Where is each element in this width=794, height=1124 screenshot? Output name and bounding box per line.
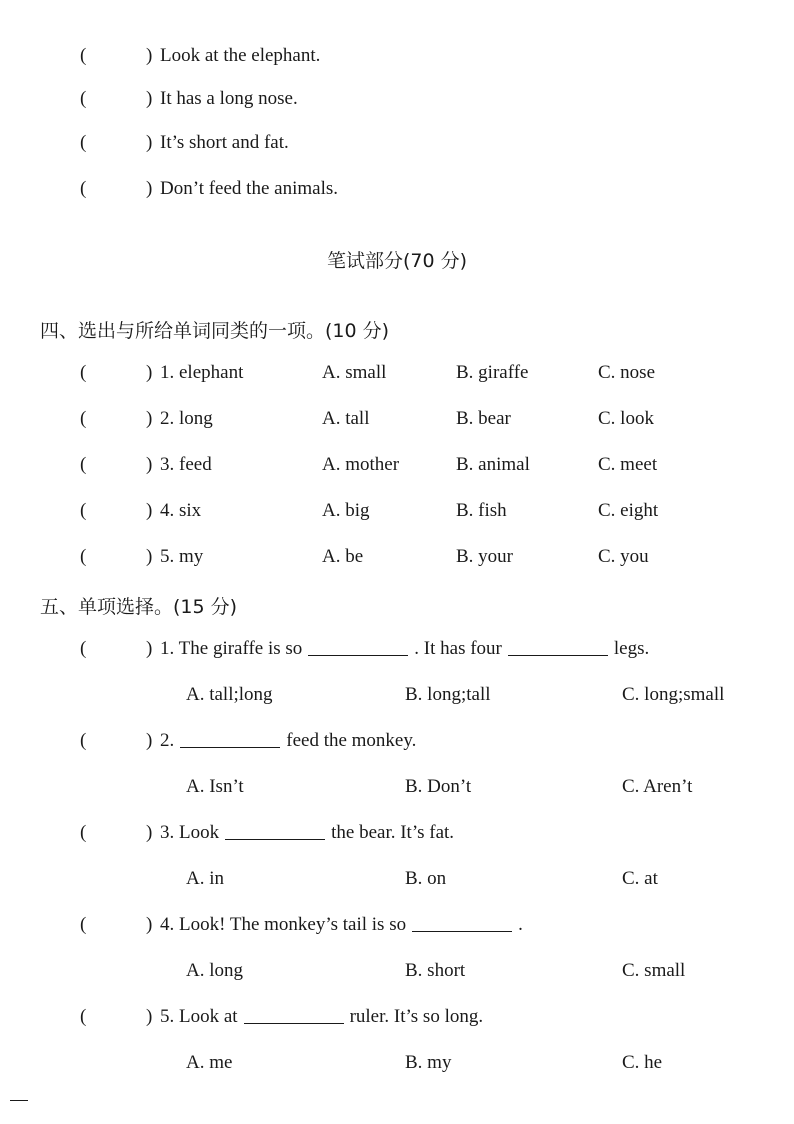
option-b: B. your	[456, 546, 513, 567]
option-c: C. Aren’t	[622, 776, 693, 797]
given-word: 1. elephant	[160, 362, 244, 383]
answer-paren-open: (	[80, 362, 87, 383]
option-a: A. long	[186, 960, 243, 981]
answer-blank[interactable]	[244, 1022, 344, 1024]
answer-paren-close: )	[146, 822, 153, 843]
answer-paren-close: )	[146, 88, 153, 109]
option-c: C. long;small	[622, 684, 725, 705]
question-text: 1. The giraffe is so	[160, 638, 303, 659]
question-text: legs.	[613, 638, 650, 659]
answer-blank[interactable]	[508, 654, 608, 656]
given-word: 4. six	[160, 500, 202, 521]
question-text: ruler. It’s so long.	[349, 1006, 484, 1027]
answer-paren-open: (	[80, 1006, 87, 1027]
question-text: the bear. It’s fat.	[331, 822, 455, 843]
answer-blank[interactable]	[180, 746, 280, 748]
question-stem	[160, 638, 649, 660]
option-a: A. small	[322, 362, 387, 383]
option-b: B. on	[405, 868, 447, 889]
option-a: A. tall;long	[186, 684, 273, 705]
answer-paren-open: (	[80, 730, 87, 751]
option-a: A. big	[322, 500, 370, 521]
answer-blank[interactable]	[308, 654, 408, 656]
option-b: B. giraffe	[456, 362, 529, 383]
option-c: C. small	[622, 960, 686, 981]
option-a: A. Isn’t	[186, 776, 244, 797]
option-a: A. mother	[322, 454, 400, 475]
given-word: 5. my	[160, 546, 204, 567]
answer-paren-open: (	[80, 178, 87, 199]
option-b: B. bear	[456, 408, 511, 429]
answer-paren-open: (	[80, 132, 87, 153]
answer-paren-open: (	[80, 454, 87, 475]
option-b: B. short	[405, 960, 466, 981]
option-c: C. meet	[598, 454, 658, 475]
question-text: .	[518, 914, 523, 935]
listening-sentence: Don’t feed the animals.	[160, 178, 338, 199]
listening-sentence: Look at the elephant.	[160, 45, 321, 66]
option-a: A. me	[186, 1052, 233, 1073]
option-b: B. Don’t	[405, 776, 472, 797]
section4-heading: 四、选出与所给单词同类的一项。(10 分)	[40, 320, 390, 342]
option-a: A. be	[322, 546, 364, 567]
answer-paren-close: )	[146, 638, 153, 659]
option-a: A. tall	[322, 408, 370, 429]
answer-paren-open: (	[80, 822, 87, 843]
answer-paren-open: (	[80, 500, 87, 521]
answer-blank[interactable]	[225, 838, 325, 840]
answer-paren-close: )	[146, 1006, 153, 1027]
listening-sentence: It has a long nose.	[160, 88, 298, 109]
question-text: 5. Look at	[160, 1006, 238, 1027]
option-b: B. fish	[456, 500, 507, 521]
question-stem	[160, 914, 523, 936]
answer-paren-close: )	[146, 132, 153, 153]
answer-paren-close: )	[146, 500, 153, 521]
answer-paren-open: (	[80, 546, 87, 567]
question-stem	[160, 1006, 483, 1028]
answer-paren-open: (	[80, 408, 87, 429]
answer-paren-open: (	[80, 88, 87, 109]
question-text: 4. Look! The monkey’s tail is so	[160, 914, 407, 935]
page-edge-mark	[10, 1100, 28, 1101]
question-stem	[160, 822, 454, 844]
option-c: C. nose	[598, 362, 655, 383]
option-a: A. in	[186, 868, 224, 889]
option-b: B. my	[405, 1052, 452, 1073]
answer-paren-open: (	[80, 638, 87, 659]
option-c: C. eight	[598, 500, 659, 521]
answer-paren-close: )	[146, 454, 153, 475]
question-text: feed the monkey.	[286, 730, 417, 751]
answer-paren-close: )	[146, 546, 153, 567]
answer-paren-open: (	[80, 914, 87, 935]
option-b: B. animal	[456, 454, 530, 475]
question-stem	[160, 730, 416, 752]
given-word: 3. feed	[160, 454, 212, 475]
listening-sentence: It’s short and fat.	[160, 132, 289, 153]
question-text: 2.	[160, 730, 175, 751]
answer-paren-close: )	[146, 178, 153, 199]
option-b: B. long;tall	[405, 684, 491, 705]
answer-paren-close: )	[146, 45, 153, 66]
answer-paren-close: )	[146, 730, 153, 751]
written-part-title: 笔试部分(70 分)	[326, 250, 468, 272]
answer-paren-open: (	[80, 45, 87, 66]
answer-blank[interactable]	[412, 930, 512, 932]
option-c: C. at	[622, 868, 658, 889]
answer-paren-close: )	[146, 914, 153, 935]
option-c: C. he	[622, 1052, 663, 1073]
answer-paren-close: )	[146, 362, 153, 383]
answer-paren-close: )	[146, 408, 153, 429]
section5-heading: 五、单项选择。(15 分)	[40, 596, 238, 618]
question-text: 3. Look	[160, 822, 220, 843]
given-word: 2. long	[160, 408, 213, 429]
option-c: C. you	[598, 546, 649, 567]
question-text: . It has four	[414, 638, 502, 659]
option-c: C. look	[598, 408, 654, 429]
